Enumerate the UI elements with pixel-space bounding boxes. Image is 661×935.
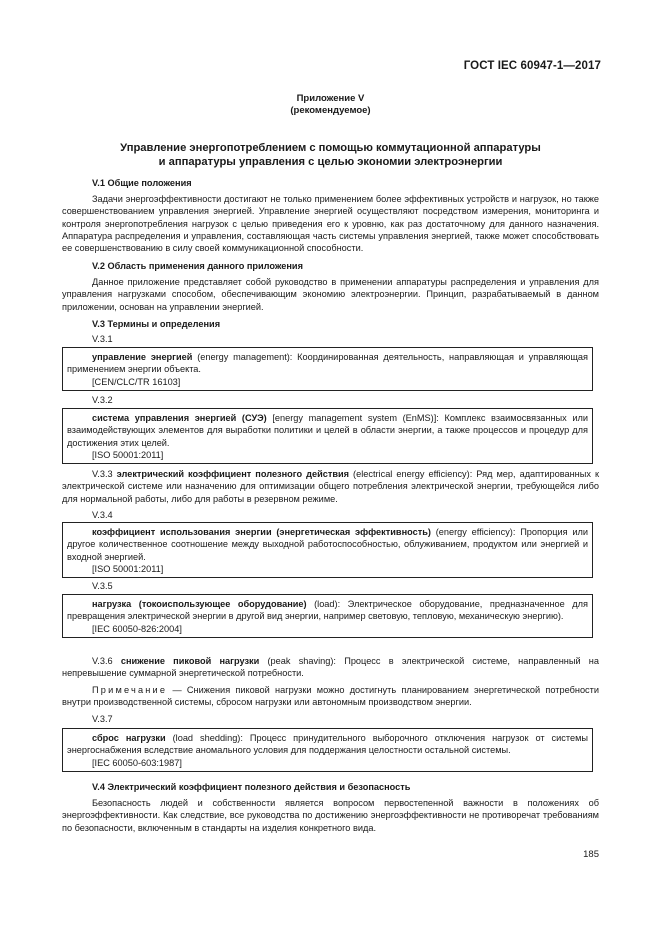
term-box: [62, 347, 593, 391]
term-inline: V.3.6 снижение пиковой нагрузки (peak shaving): Процесс в электрической системе, направленный на непревышение суммарной энергетической потребности.: [62, 656, 599, 679]
term-box: [62, 728, 593, 772]
term-name: управление энергией: [92, 352, 193, 362]
term-name: сброс нагрузки: [92, 733, 166, 743]
section-text-v2: Данное приложение представляет собой руководство в применении аппаратуры распределения и управления для управления нагрузками способом, обеспечивающим экономию электроэнергии. Принцип, разрабатываемый в данном приложении, основан на управлении энергией.: [62, 277, 599, 312]
section-heading-v4: V.4 Электрический коэффициент полезного действия и безопасность: [92, 782, 411, 792]
term-reference: [IEC 60050-603:1987]: [92, 757, 182, 768]
section-text-v4: Безопасность людей и собственности является вопросом первостепенной важности в положениях об энергоэффективности. Как следствие, все руководства по достижению энергоэффективности не противоречат требованиям по безопасности, включенным в стандарты на изделия конкретного вида.: [62, 798, 599, 833]
appendix-name: Приложение V: [296, 93, 365, 104]
page-title: [60, 141, 601, 169]
appendix-status: (рекомендуемое): [290, 105, 371, 116]
title-line-1: Управление энергопотреблением с помощью коммутационной аппаратуры: [120, 142, 541, 154]
term-definition: система управления энергией (СУЭ) [energy management system (EnMS)]: Комплекс взаимосвязанных или взаимодействующих элементов для выработки политики и целей в области энергии, а также процессов и процедур для достижения этих целей.: [67, 413, 588, 448]
term-number: V.3.7: [92, 714, 113, 724]
section-heading-v1: V.1 Общие положения: [92, 178, 192, 188]
term-number: V.3.5: [92, 581, 113, 591]
section-heading-v3: V.3 Термины и определения: [92, 319, 221, 329]
term-name: система управления энергией (СУЭ): [92, 413, 267, 423]
term-reference: [IEC 60050-826:2004]: [92, 623, 182, 634]
term-box: [62, 408, 593, 464]
term-definition: управление энергией (energy management): Координированная деятельность, направляющая и управляющая применением энергии объекта.: [67, 352, 588, 375]
term-name: коэффициент использования энергии (энергетическая эффективность): [92, 527, 431, 537]
section-heading-v2: V.2 Область применения данного приложения: [92, 261, 303, 271]
term-name: электрический коэффициент полезного действия: [116, 469, 349, 479]
term-definition: нагрузка (токоиспользующее оборудование) (load): Электрическое оборудование, предназначенное для превращения электрической энергии в другой вид энергии, например световую, тепловую, механическую энергию).: [67, 599, 588, 622]
term-box: [62, 594, 593, 638]
title-line-2: и аппаратуры управления с целью экономии электроэнергии: [158, 156, 503, 168]
term-definition: коэффициент использования энергии (энергетическая эффективность) (energy efficiency): Пропорция или другое количественное соотношение между выходной работоспособностью, облуживанием, продуктом или энергией и входной энергией.: [67, 527, 588, 562]
standard-header: ГОСТ IEC 60947-1—2017: [463, 60, 601, 72]
note: Примечание — Снижения пиковой нагрузки можно достигнуть планированием энергетической потребности внутри производственной системы, сбросом нагрузки или автономным производством энергии.: [62, 685, 599, 708]
term-name: снижение пиковой нагрузки: [120, 656, 260, 666]
section-text-v1: Задачи энергоэффективности достигают не только применением более эффективных устройств и нагрузок, но также совершенствованием управления энергией. Управление энергией осуществляют посредством измерения, мониторинга и контроля энергопотребления нагрузок с целью приведения его к уровню, как раз достаточному для данного назначения. Аппаратура распределения и управления, составляющая часть системы управления энергией, также может способствовать ее совершенствованию в силу своей коммуникационной способности.: [62, 194, 599, 254]
term-number: V.3.2: [92, 395, 113, 405]
term-name: нагрузка (токоиспользующее оборудование): [92, 599, 307, 609]
term-definition: сброс нагрузки (load shedding): Процесс принудительного выборочного отключения нагрузок от системы энергоснабжения вследствие аномального условия для поддержания целостности остальной системы.: [67, 733, 588, 756]
term-reference: [ISO 50001:2011]: [92, 563, 164, 574]
term-box: [62, 522, 593, 578]
note-label: Примечание: [92, 685, 168, 695]
term-inline: V.3.3 электрический коэффициент полезного действия (electrical energy efficiency): Ряд мер, адаптированных к электрической системе или назначению для оптимизации общего потребления электрической энергии, требующейся либо для нормальной работы, либо для работы в резервном режиме.: [62, 469, 599, 504]
term-reference: [CEN/CLC/TR 16103]: [92, 376, 181, 387]
term-reference: [ISO 50001:2011]: [92, 449, 164, 460]
term-number: V.3.1: [92, 334, 113, 344]
term-number: V.3.4: [92, 510, 113, 520]
page-number: 185: [583, 849, 599, 860]
